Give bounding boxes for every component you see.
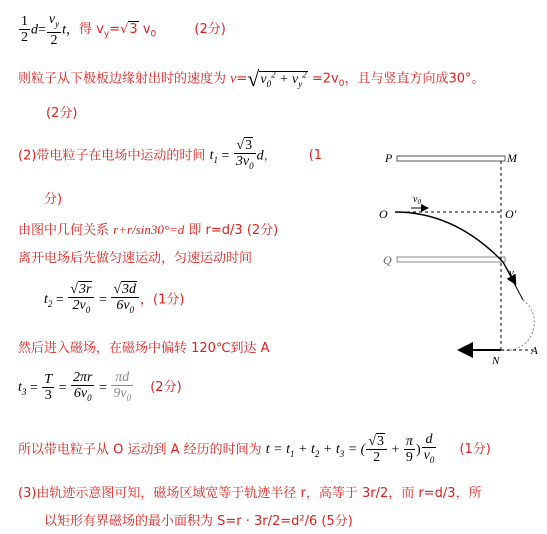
velocity-line: 则粒子从下极板边缘射出时的速度为 $v=√v_0^2 + v_y^2 =2v_0$，且与竖直方向成30°。 [18,66,485,91]
fraction-pid: $\frac{\pi d}{9v_0}$ [113,370,132,403]
fraction-sqrt3-2: $\frac{√3}{2}$ [366,434,387,465]
magnetic-field-line: 然后进入磁场，在磁场中偏转 120℃到达 A [18,341,270,356]
fraction-t2-b: $\frac{√3d}{6v_0}$ [111,282,139,318]
upper-plate [397,156,505,161]
score-line-3: (2分) [46,106,78,121]
t3-equation: $t_3$ = $\frac{T}{3}$ = $\frac{2\pi r}{6v_0}$ = $\frac{\pi d}{9v_0}$ (2分) [18,370,182,406]
label-Q: Q [383,253,392,267]
part3-line-1: (3)由轨迹示意图可知，磁场区域宽等于轨迹半径 r，高等于 3r/2，而 r=d/3，所 [18,486,482,501]
sqrt-expression: $v_0^2 + v_y^2$ [260,68,307,89]
part3-line-2: 以矩形有界磁场的最小面积为 S=r · 3r/2=d²/6 (5分) [44,514,353,529]
label-A: A [531,345,538,357]
label-N: N [492,355,500,367]
label-v0: $v_0$ [413,194,421,206]
label-O-prime: O' [505,207,517,221]
score-line-5: 分) [44,192,63,207]
uniform-motion-line: 离开电场后先做匀速运动，匀速运动时间 [18,251,253,266]
label-P: P [385,151,393,165]
equation-line-1: $\frac{1}{2}$ d= $\frac{v_y}{2}$ t，得 $v_y=√3$ $v_0$ (2分) [21,12,226,48]
lower-plate [397,257,505,262]
fraction-2pir: $\frac{2\pi r}{6v_0}$ [73,370,93,403]
time-in-field-line: (2)带电粒子在电场中运动的时间 $t_1$ = $\frac{√3}{3v_0}$ d， (1 [18,138,322,174]
fraction-t1: $\frac{√3}{3v_0}$ [235,138,254,171]
magnetic-arc [501,300,534,351]
fraction-pi-9: $\frac{\pi}{9}$ [405,434,413,466]
fraction-half: $\frac{1}{2}$ [21,14,28,46]
result-text: 得 $v_y=√3$ $v_0$ [79,22,157,40]
parabola-trajectory [395,212,503,262]
label-v: v [509,267,514,279]
geometry-line: 由图中几何关系 r+r/sin30°=d 即 r=d/3 (2分) [18,222,279,238]
trajectory-diagram [375,148,545,368]
label-M: M [507,151,517,165]
label-O: O [379,207,388,221]
fraction-vy-2: $\frac{v_y}{2}$ [48,12,60,48]
fraction-t2-a: $\frac{√3r}{2v_0}$ [68,282,94,318]
total-time-line: 所以带电粒子从 O 运动到 A 经历的时间为 $t = t_1 + t_2 + t_3$ = ( $\frac{√3}{2}$ + $\frac{\pi}{9}$ ) $\frac{d}{v_0}$ (1分) [18,432,491,468]
fraction-d-v0: $\frac{d}{v_0}$ [423,432,435,465]
t2-equation: $t_2$ = $\frac{√3r}{2v_0}$ = $\frac{√3d}{6v_0}$ ，(1分) [44,282,184,318]
score-label: (2分) [194,22,226,38]
fraction-T-3: $\frac{T}{3}$ [44,372,53,404]
